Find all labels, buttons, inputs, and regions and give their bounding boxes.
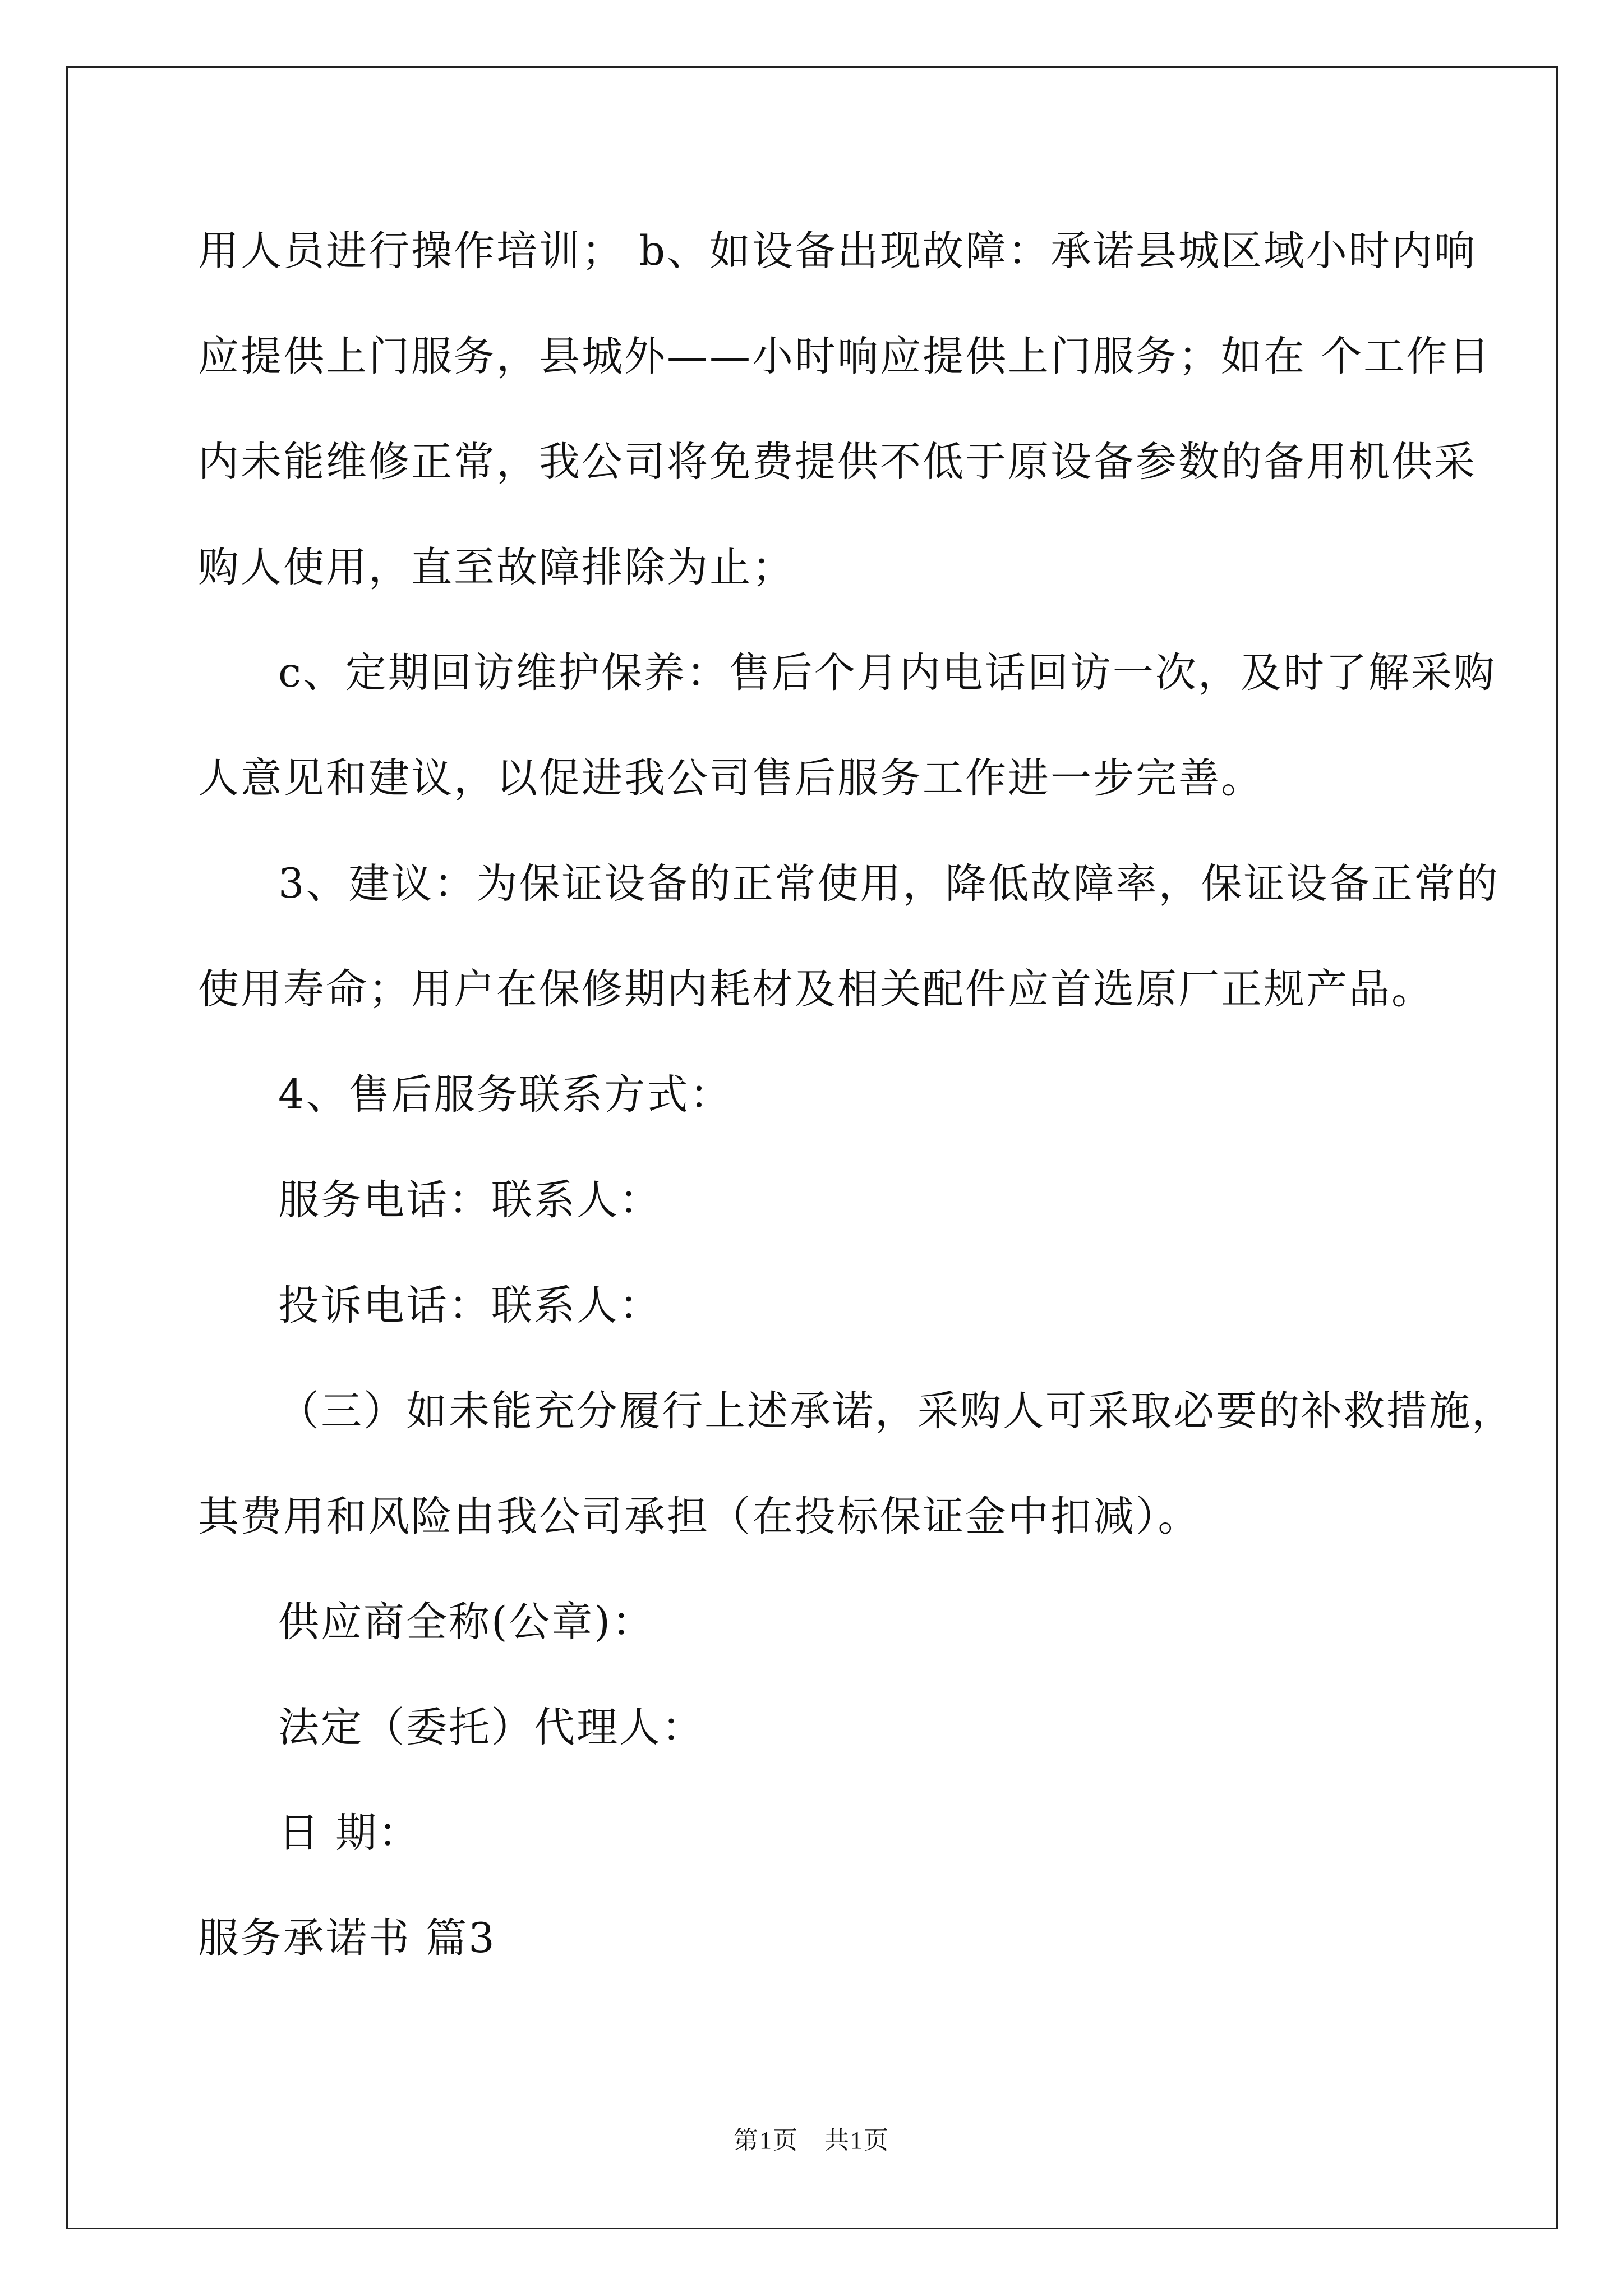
service-phone-line: 服务电话：联系人： [278, 1176, 662, 1224]
date-line: 日 期： [278, 1809, 421, 1857]
text-line: 内未能维修正常，我公司将免费提供不低于原设备参数的备用机供采 [198, 438, 1477, 486]
text-line: 应提供上门服务，县城外——小时响应提供上门服务；如在 个工作日 [198, 333, 1492, 380]
complaint-phone-line: 投诉电话：联系人： [278, 1282, 662, 1329]
text-line: 购人使用，直至故障排除为止； [198, 544, 795, 591]
page-footer: 第1页 共1页 [734, 2127, 889, 2154]
section-heading: 服务承诺书 篇3 [198, 1915, 496, 1962]
text-line: 4、售后服务联系方式： [278, 1071, 732, 1119]
supplier-name-line: 供应商全称(公章)： [278, 1598, 654, 1646]
text-line: （三）如未能充分履行上述承诺，采购人可采取必要的补救措施， [278, 1387, 1514, 1435]
text-line: 3、建议：为保证设备的正常使用，降低故障率，保证设备正常的 [278, 860, 1500, 908]
text-line: 其费用和风险由我公司承担（在投标保证金中扣减）。 [198, 1493, 1201, 1540]
text-line: 使用寿命；用户在保修期内耗材及相关配件应首选原厂正规产品。 [198, 965, 1434, 1013]
text-line: 用人员进行操作培训； b、如设备出现故障：承诺县城区域小时内响 [198, 227, 1477, 275]
document-body [198, 223, 1514, 2016]
agent-line: 法定（委托）代理人： [278, 1704, 704, 1751]
text-line: 人意见和建议，以促进我公司售后服务工作进一步完善。 [198, 754, 1264, 802]
text-line: c、定期回访维护保养：售后个月内电话回访一次，及时了解采购 [278, 649, 1496, 697]
